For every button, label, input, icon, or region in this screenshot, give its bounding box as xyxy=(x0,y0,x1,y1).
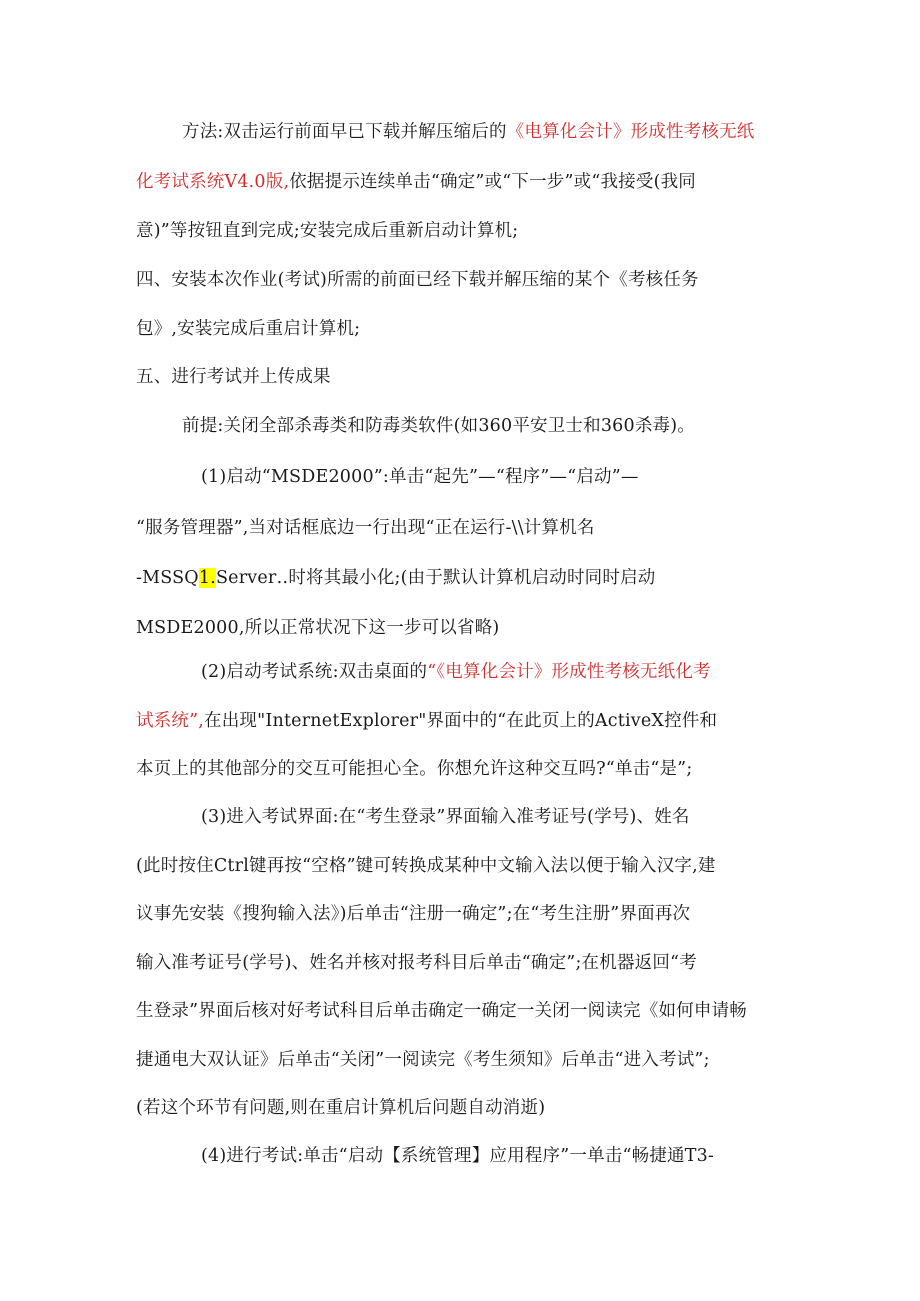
method-line-3: 意)”等按钮直到完成;安装完成后重新启动计算机; xyxy=(136,221,519,241)
step-1-line-2: “服务管理器”,当对话框底边一行出现“正在运行-\\计算机名 xyxy=(136,518,595,538)
method-line-2: 化考试系统V4.0版,依据提示连续单击“确定”或“下一步”或“我接受(我同 xyxy=(136,172,696,192)
step-1-line-3: -MSSQ1.Server‥时将其最小化;(由于默认计算机启动时同时启动 xyxy=(136,568,656,588)
step-3-line-3: 议事先安装《搜狗输入法》)后单击“注册一确定”;在“考生注册”界面再次 xyxy=(136,904,691,924)
step-1-line-4: MSDE2000,所以正常状况下这一步可以省略) xyxy=(136,618,500,638)
step-3-line-7: (若这个环节有问题,则在重启计算机后问题自动消逝) xyxy=(136,1098,546,1118)
step-3-line-1: (3)进入考试界面:在“考生登录”界面输入准考证号(学号)、姓名 xyxy=(201,807,690,827)
yellow-highlight: 1. xyxy=(198,568,216,588)
step-3-line-5: 生登录”界面后核对好考试科目后单击确定一确定一关闭一阅读完《如何申请畅 xyxy=(136,1001,747,1021)
step-2-line-2: 试系统”,在出现"InternetExplorer"界面中的“在此页上的ActiveX控件和 xyxy=(136,711,718,731)
section-4-line-2: 包》,安装完成后重启计算机; xyxy=(136,319,361,339)
software-name-highlight-2: “《电算化会计》形成性考核无纸化考 xyxy=(427,662,711,682)
step-4-line-1: (4)进行考试:单击“启动【系统管理】应用程序”一单击“畅捷通T3- xyxy=(201,1146,715,1166)
section-5-title: 五、进行考试并上传成果 xyxy=(136,367,331,387)
step-2-line-3: 本页上的其他部分的交互可能担心全。你想允许这种交互吗?“单击“是”; xyxy=(136,759,693,779)
software-name-highlight-3: 试系统”, xyxy=(136,711,205,731)
software-name-highlight: 《电算化会计》形成性考核无纸 xyxy=(506,122,755,142)
step-1-line-1: (1)启动“MSDE2000”:单击“起先”—“程序”—“启动”— xyxy=(201,467,639,487)
step-3-line-6: 捷通电大双认证》后单击“关闭”一阅读完《考生须知》后单击“进入考试”; xyxy=(136,1050,710,1070)
method-label: 方法: xyxy=(182,122,224,142)
step-3-line-2: (此时按住Ctrl键再按“空格”键可转换成某种中文输入法以便于输入汉字,建 xyxy=(136,856,716,876)
step-2-line-1: (2)启动考试系统:双击桌面的“《电算化会计》形成性考核无纸化考 xyxy=(201,662,711,682)
premise-line: 前提:关闭全部杀毒类和防毒类软件(如360平安卫士和360杀毒)。 xyxy=(182,416,695,436)
step-3-line-4: 输入准考证号(学号)、姓名并核对报考科目后单击“确定”;在机器返回“考 xyxy=(136,953,697,973)
section-4-line-1: 四、安装本次作业(考试)所需的前面已经下载并解压缩的某个《考核任务 xyxy=(136,270,699,290)
software-version-highlight: 化考试系统V4.0版, xyxy=(136,172,290,192)
method-line-1: 方法:双击运行前面早已下载并解压缩后的《电算化会计》形成性考核无纸 xyxy=(182,122,755,142)
